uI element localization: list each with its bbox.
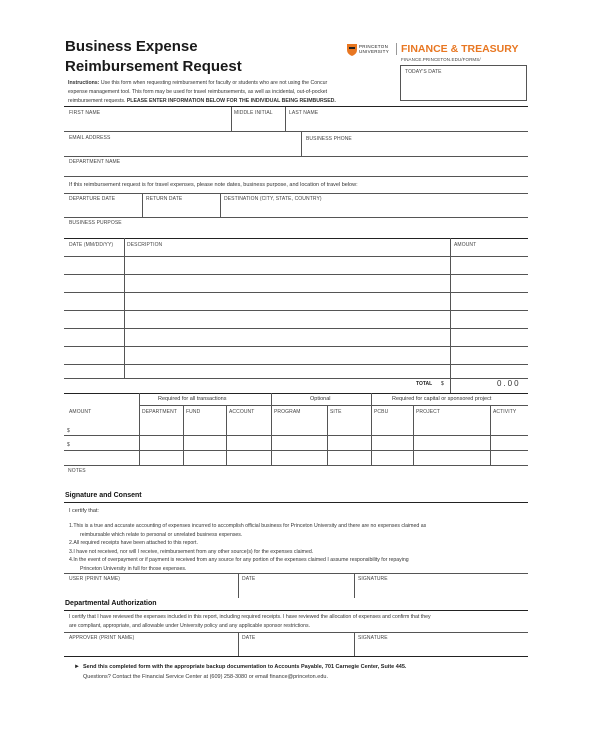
travel-note: If this reimbursement request is for travel expenses, please note dates, business purpose, and location of travel below: — [69, 182, 358, 188]
business-phone-label: BUSINESS PHONE — [306, 136, 352, 142]
certify-item-4a: 4.In the event of overpayment or if payment is received from any source for any portion of the expenses claimed I assume responsibility for repaying — [69, 557, 409, 564]
department-field[interactable] — [64, 156, 528, 176]
acct-site-header: SITE — [330, 409, 342, 415]
approver-date-field[interactable] — [238, 632, 354, 656]
destination-field[interactable] — [220, 193, 528, 217]
date-header: DATE (MM/DD/YY) — [69, 242, 114, 248]
title-line-1: Business Expense — [65, 38, 198, 55]
destination-label: DESTINATION (CITY, STATE, COUNTRY) — [224, 196, 322, 202]
business-phone-field[interactable] — [301, 131, 528, 156]
last-name-field[interactable] — [285, 107, 528, 131]
email-field[interactable] — [64, 131, 301, 156]
expense-rows[interactable] — [64, 256, 528, 378]
approver-signature-field[interactable] — [354, 632, 528, 656]
certify-item-3: 3.I have not received, nor will I receive, reimbursement from any other source(s) for the expenses claimed. — [69, 548, 314, 555]
departmental-text-2: are compliant, appropriate, and allowable under University policy and any applicable sponsor restrictions. — [69, 623, 311, 629]
university-name: PRINCETON UNIVERSITY — [359, 44, 390, 54]
divider — [64, 610, 528, 611]
divider — [64, 656, 528, 657]
instructions-text-2: expense management tool. This form may be used for travel reimbursements, as well as incidental, out-of-pocket — [68, 89, 328, 95]
middle-initial-label: MIDDLE INITIAL — [234, 110, 273, 116]
instructions-text-1: Use this form when requesting reimbursement for faculty or students who are not using the Concur — [100, 80, 328, 86]
instructions-label: Instructions: — [68, 80, 100, 86]
certify-label: I certify that: — [69, 508, 99, 514]
acct-amount-header: AMOUNT — [69, 409, 92, 415]
notes-label: NOTES — [68, 468, 86, 474]
arrow-icon: ► — [74, 664, 80, 670]
divider — [139, 405, 528, 406]
total-dollar: $ — [441, 381, 444, 387]
optional-label: Optional — [310, 396, 331, 402]
acct-project-header: PROJECT — [416, 409, 441, 415]
required-all-label: Required for all transactions — [158, 396, 227, 402]
certify-item-2: 2.All required receipts have been attached to this report. — [69, 540, 198, 547]
user-signature-label: SIGNATURE — [358, 576, 388, 582]
forms-url[interactable]: FINANCE.PRINCETON.EDU/FORMS/ — [401, 57, 481, 62]
department-label: DEPARTMENT NAME — [69, 159, 121, 165]
instructions-text-3: reimbursement requests. — [68, 98, 126, 104]
email-label: EMAIL ADDRESS — [69, 135, 111, 141]
user-signature-field[interactable] — [354, 573, 528, 598]
divider — [64, 393, 528, 394]
dept-name: FINANCE & TREASURY — [401, 43, 519, 55]
certify-item-1a: 1.This is a true and accurate accounting of expenses incurred to accomplish official business for Princeton University and there are no expenses claimed as — [69, 523, 427, 529]
return-date-label: RETURN DATE — [146, 196, 183, 202]
first-name-label: FIRST NAME — [69, 110, 101, 116]
departure-date-label: DEPARTURE DATE — [69, 196, 116, 202]
divider — [64, 176, 528, 177]
todays-date-box[interactable] — [400, 65, 527, 101]
middle-initial-field[interactable] — [231, 107, 285, 131]
acct-activity-header: ACTIVITY — [493, 409, 517, 415]
return-date-field[interactable] — [142, 193, 220, 217]
departmental-text-1: I certify that I have reviewed the expenses included in this report, including required receipts. I have reviewed the allocation of expenses and confirm that they — [69, 614, 431, 620]
todays-date-label: TODAY'S DATE — [405, 69, 442, 75]
acct-account-header: ACCOUNT — [229, 409, 255, 415]
last-name-label: LAST NAME — [289, 110, 319, 116]
departmental-text — [69, 613, 431, 631]
approver-name-label: APPROVER (PRINT NAME) — [69, 635, 135, 641]
departure-date-field[interactable] — [64, 193, 142, 217]
amount-header: AMOUNT — [454, 242, 477, 248]
acct-program-header: PROGRAM — [274, 409, 301, 415]
approver-date-label: DATE — [242, 635, 256, 641]
required-capital-label: Required for capital or sponsored project — [392, 396, 492, 402]
divider — [64, 378, 528, 379]
accounting-rows[interactable] — [64, 420, 528, 465]
signature-heading: Signature and Consent — [65, 492, 142, 499]
approver-signature-label: SIGNATURE — [358, 635, 388, 641]
notes-field[interactable] — [64, 466, 528, 482]
acct-pcbu-header: PCBU — [374, 409, 389, 415]
business-purpose-label: BUSINESS PURPOSE — [69, 220, 122, 226]
footer-questions: Questions? Contact the Financial Service Center at (609) 258-3080 or email finance@princeton.edu. — [83, 674, 328, 680]
divider — [64, 238, 528, 239]
departmental-heading: Departmental Authorization — [65, 600, 157, 607]
certify-item-4b: Princeton University in full for those expenses. — [80, 565, 187, 572]
title-line-2: Reimbursement Request — [65, 58, 242, 75]
acct-row2-dollar: $ — [67, 442, 70, 448]
instructions-bold: PLEASE ENTER INFORMATION BELOW FOR THE INDIVIDUAL BEING REIMBURSED. — [126, 98, 336, 104]
divider — [64, 502, 528, 503]
acct-department-header: DEPARTMENT — [142, 409, 177, 415]
approver-name-field[interactable] — [64, 632, 238, 656]
description-header: DESCRIPTION — [127, 242, 163, 248]
acct-fund-header: FUND — [186, 409, 201, 415]
user-print-name-label: USER (PRINT NAME) — [69, 576, 121, 582]
user-date-label: DATE — [242, 576, 256, 582]
business-purpose-field[interactable] — [64, 217, 528, 237]
acct-row1-dollar: $ — [67, 428, 70, 434]
certify-item-1b: reimbursable which relate to personal or unrelated business expenses. — [80, 531, 243, 538]
princeton-shield-icon — [347, 43, 357, 61]
footer-bold-line: Send this completed form with the appropriate backup documentation to Accounts Payable, 701 Carnegie Center, Suite 445. — [83, 664, 407, 670]
user-date-field[interactable] — [238, 573, 354, 598]
logo-divider — [396, 43, 397, 55]
total-value: 0.00 — [497, 379, 521, 388]
instructions — [68, 79, 398, 106]
total-label: TOTAL — [416, 381, 433, 387]
certify-list — [69, 522, 426, 574]
user-print-name-field[interactable] — [64, 573, 238, 598]
first-name-field[interactable] — [64, 107, 231, 131]
